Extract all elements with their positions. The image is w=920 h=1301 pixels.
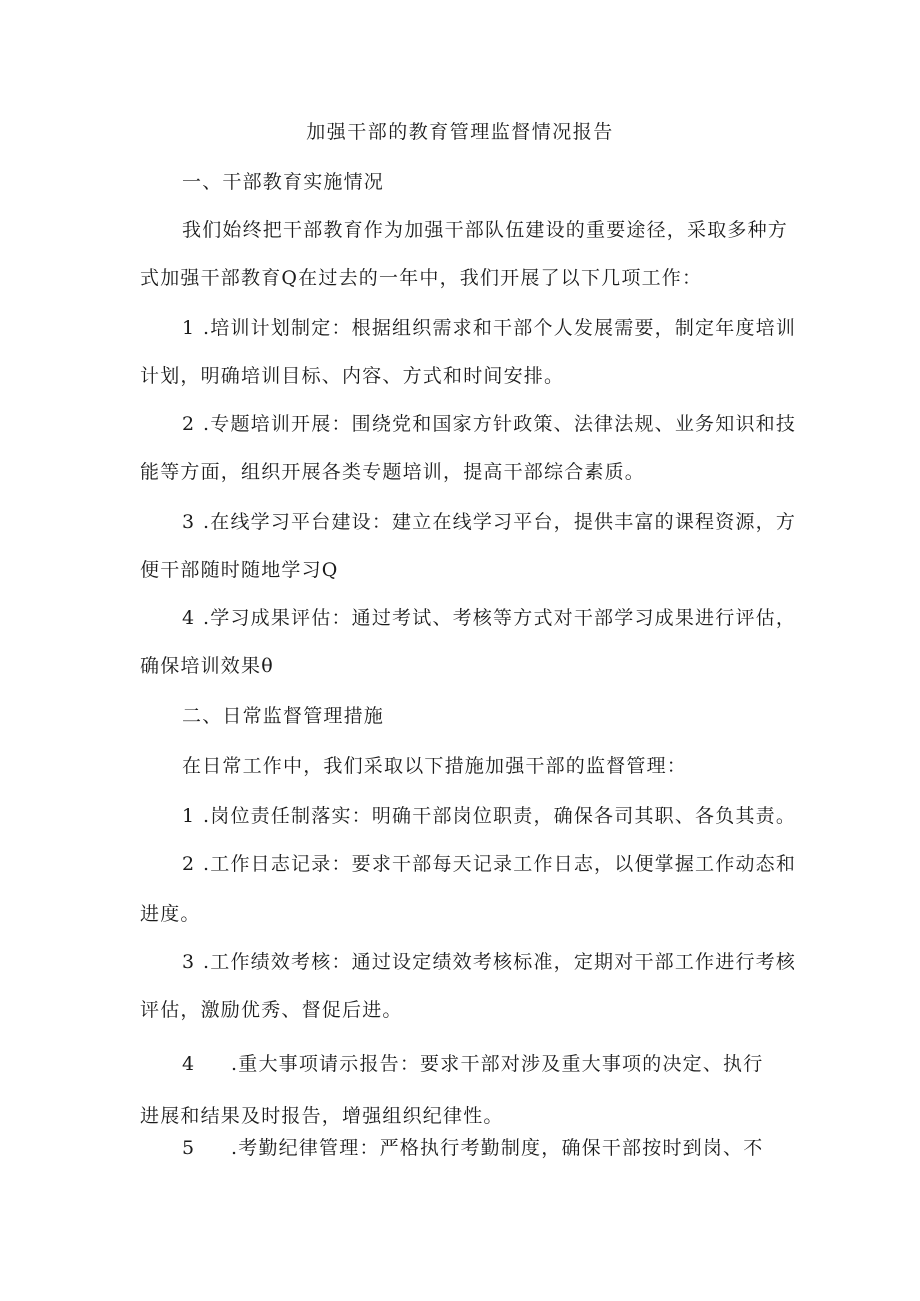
list-item-number: 3: [182, 511, 196, 533]
list-item-number: 5: [182, 1137, 196, 1159]
list-item-text: 计划，明确培训目标、内容、方式和时间安排。: [140, 365, 565, 387]
list-item-text: 确保培训效果θ: [140, 655, 274, 677]
list-item-text: .考勤纪律管理：严格执行考勤制度，确保干部按时到岗、不: [231, 1137, 764, 1159]
list-item-text: .培训计划制定：根据组织需求和干部个人发展需要，制定年度培训: [203, 317, 797, 339]
list-item-text: 评估，激励优秀、督促后进。: [140, 999, 403, 1021]
list-item-text: .在线学习平台建设：建立在线学习平台，提供丰富的课程资源，方: [203, 511, 797, 533]
list-item-text: 进度。: [140, 903, 201, 925]
list-item-text: .学习成果评估：通过考试、考核等方式对干部学习成果进行评估，: [203, 607, 797, 629]
list-item-text: .工作日志记录：要求干部每天记录工作日志，以便掌握工作动态和: [203, 853, 797, 875]
list-item-text: 能等方面，组织开展各类专题培训，提高干部综合素质。: [140, 461, 646, 483]
list-item-text: .重大事项请示报告：要求干部对涉及重大事项的决定、执行: [231, 1053, 764, 1075]
list-item-text: 进展和结果及时报告，增强组织纪律性。: [140, 1105, 504, 1127]
list-item-text: .专题培训开展：围绕党和国家方针政策、法律法规、业务知识和技: [203, 413, 797, 435]
list-item-number: 3: [182, 951, 196, 973]
list-item-text: .工作绩效考核：通过设定绩效考核标准，定期对干部工作进行考核: [203, 951, 797, 973]
list-item-number: 2: [182, 853, 196, 875]
document-title: 加强干部的教育管理监督情况报告: [306, 121, 614, 143]
list-item-number: 1: [182, 805, 196, 827]
list-item-number: 4: [182, 607, 196, 629]
list-item-text: .岗位责任制落实：明确干部岗位职责，确保各司其职、各负其责。: [203, 805, 797, 827]
section-heading-2: 二、日常监督管理措施: [182, 705, 385, 727]
list-item-number: 4: [182, 1053, 196, 1075]
list-item-number: 2: [182, 413, 196, 435]
list-item-text: 便干部随时随地学习Q: [140, 559, 339, 581]
list-item-number: 1: [182, 317, 196, 339]
paragraph-line: 我们始终把干部教育作为加强干部队伍建设的重要途径，采取多种方: [182, 219, 789, 241]
section-heading-1: 一、干部教育实施情况: [182, 171, 385, 193]
paragraph-line: 在日常工作中，我们采取以下措施加强干部的监督管理：: [182, 755, 688, 777]
paragraph-line: 式加强干部教育Q在过去的一年中，我们开展了以下几项工作：: [140, 267, 703, 289]
